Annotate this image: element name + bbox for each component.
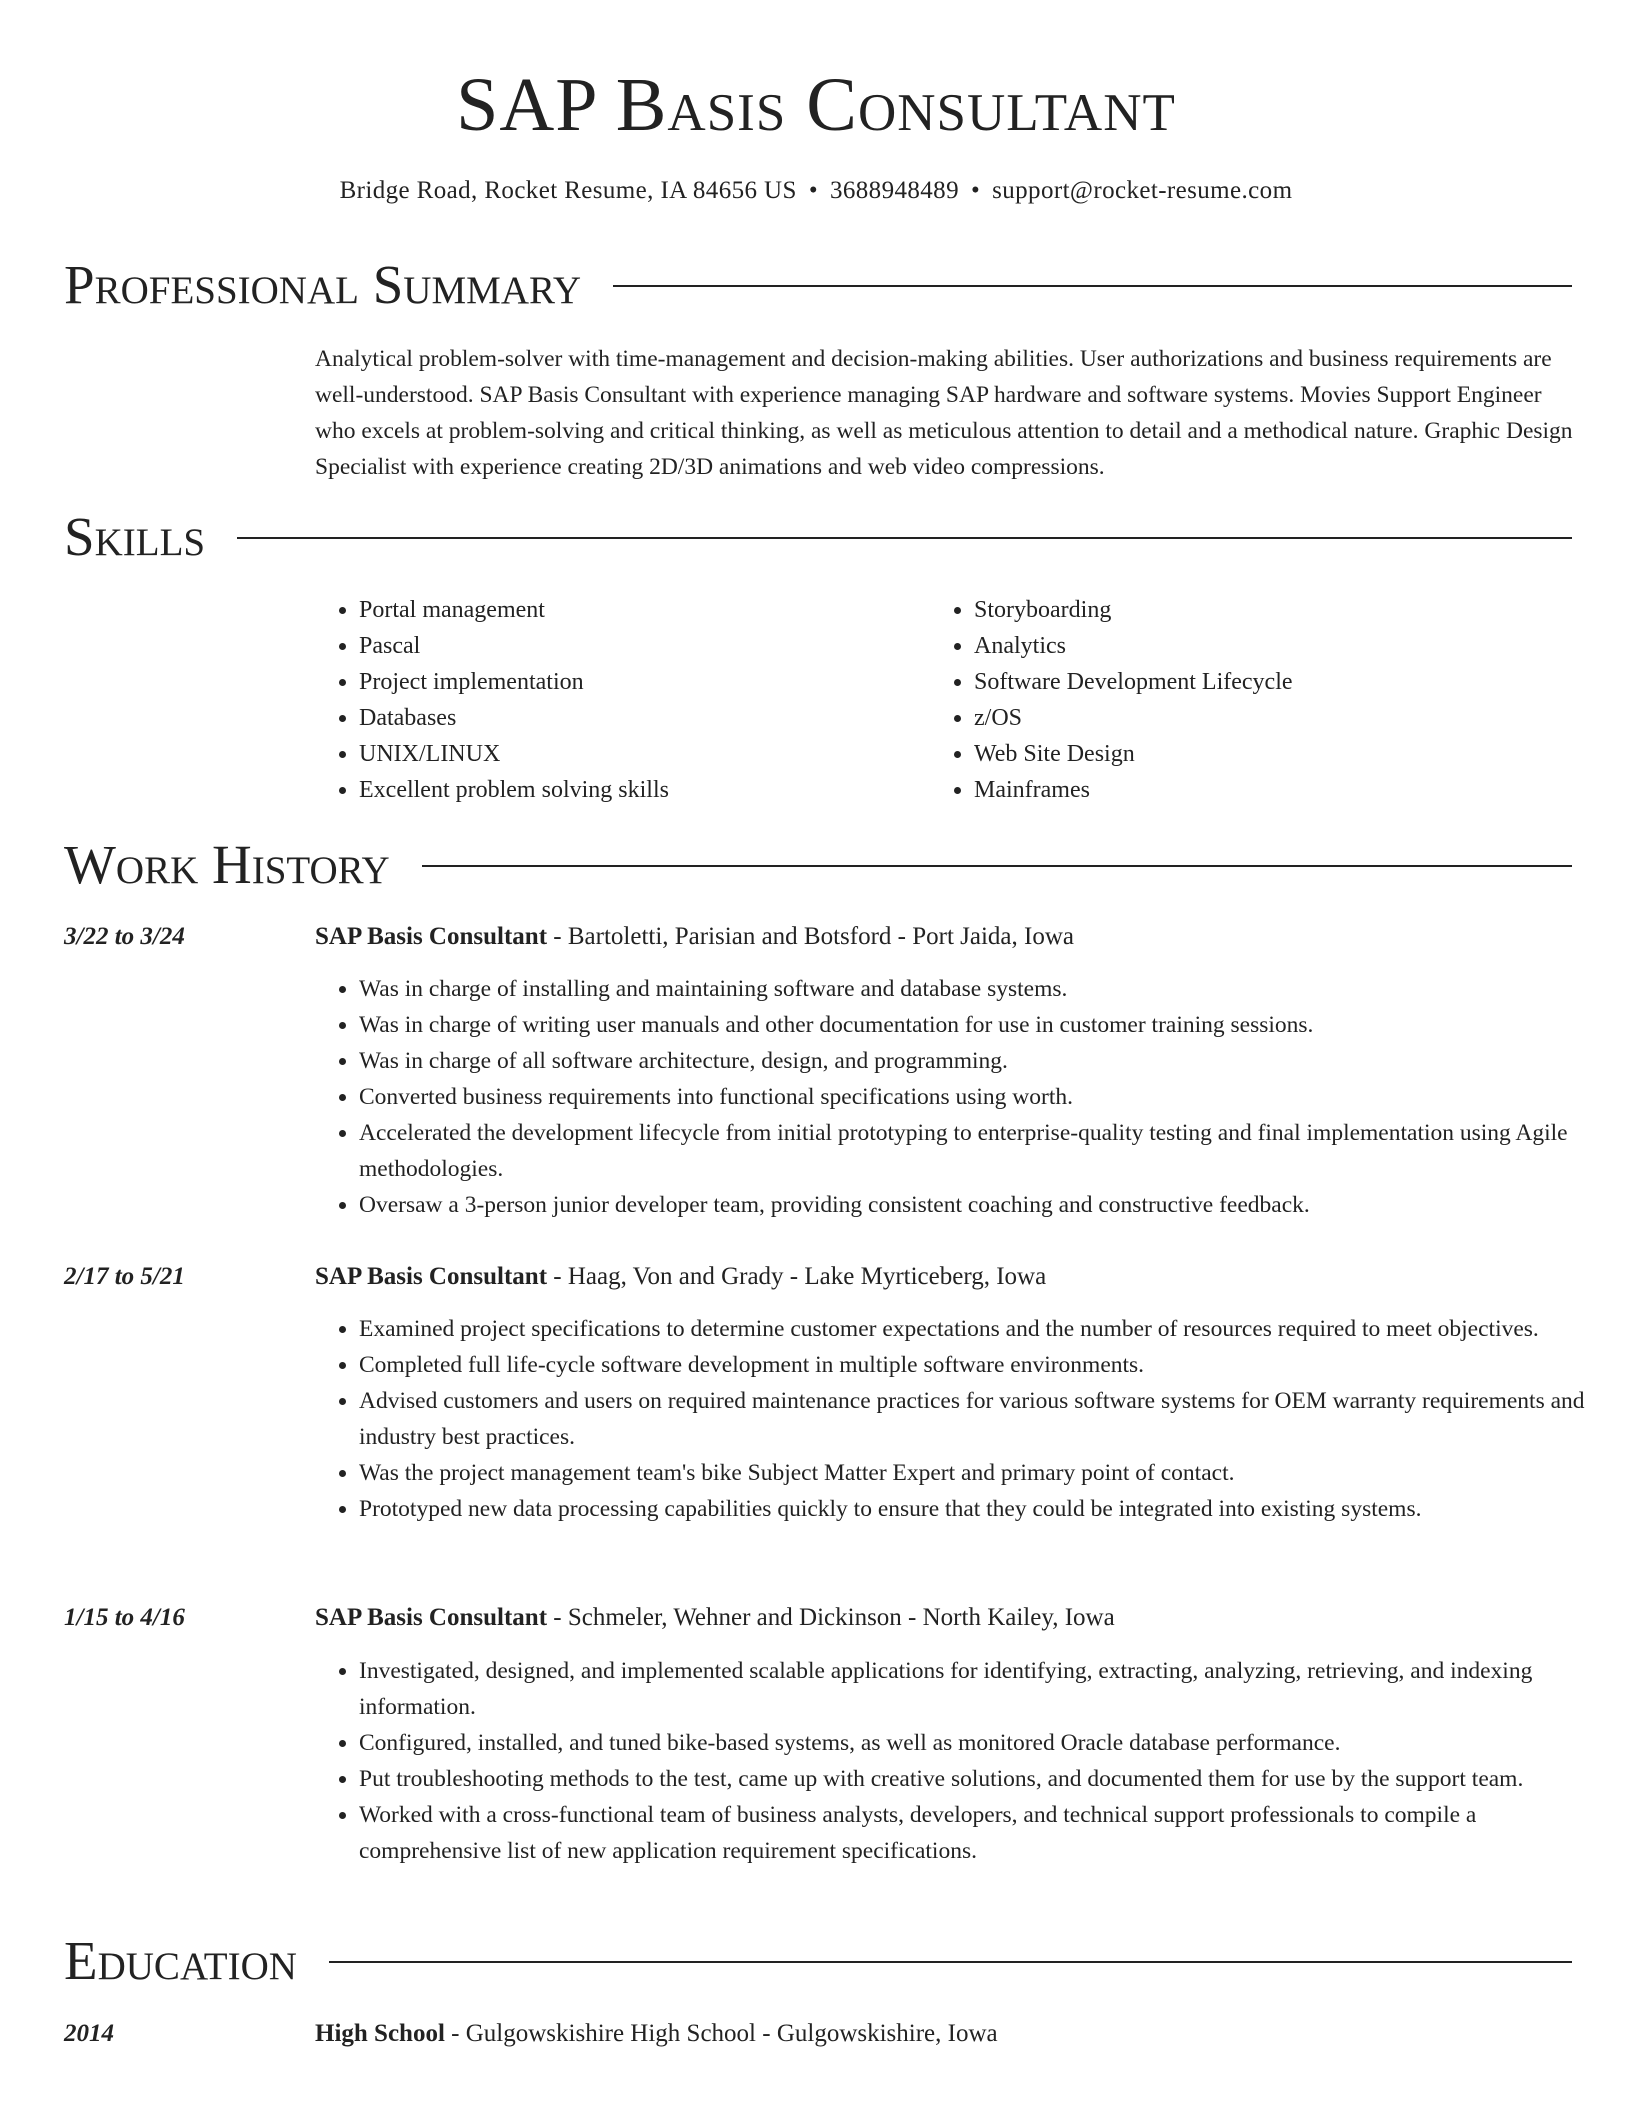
email: support@rocket-resume.com [992,177,1293,204]
job-employer: - Bartoletti, Parisian and Botsford - Port Jaida, Iowa [547,923,1075,950]
section-divider [237,537,1572,539]
job-heading [315,1261,1046,1293]
separator: • [970,177,981,204]
job-bullet: • Was in charge of installing and maintaining software and database systems. [359,971,1621,1007]
job-bullet: • Oversaw a 3-person junior developer team, providing consistent coaching and constructive feedback. [359,1187,1621,1223]
summary-text: Analytical problem-solver with time-management and decision-making abilities. User authorizations and business requirements are well-understood. SAP Basis Consultant with experience managing SAP hardware and software systems. Movies Support Engineer who excels at problem-solving and critical thinking, as well as meticulous attention to detail and a methodical nature. Graphic Design Specialist with experience creating 2D/3D animations and web video compressions. [315,346,1573,480]
skills-list-right [930,592,1574,808]
section-title: Professional Summary [64,254,582,315]
education-section-header [64,1930,1572,1992]
job-heading [315,1602,1115,1634]
skill-item: • Excellent problem solving skills [359,772,959,808]
job-title: SAP Basis Consultant [315,923,548,950]
job-bullet: • Was in charge of writing user manuals and other documentation for use in customer training sessions. [359,1007,1621,1043]
summary-section-header [64,254,1572,316]
job-bullet: • Worked with a cross-functional team of business analysts, developers, and technical support professionals to compile a comprehensive list of new application requirement specifications. [359,1797,1621,1869]
candidate-name: SAP Basis Consultant [456,63,1176,147]
section-divider [329,1961,1572,1963]
phone: 3688948489 [829,177,959,204]
section-title: Skills [64,506,206,567]
job-bullet: • Put troubleshooting methods to the test, came up with creative solutions, and documented them for use by the support team. [359,1761,1621,1797]
separator: • [808,177,818,204]
skill-item: • z/OS [974,700,1574,736]
job-bullet: • Converted business requirements into functional specifications using worth. [359,1079,1621,1115]
skill-item: • Project implementation [359,664,959,700]
education-school: - Gulgowskishire High School - Gulgowskishire, Iowa [444,2020,998,2047]
job-dates: 1/15 to 4/16 [64,1604,185,1631]
skill-item: • Web Site Design [974,736,1574,772]
job-bullets [315,1311,1621,1527]
job-employer: - Schmeler, Wehner and Dickinson - North Kailey, Iowa [547,1604,1115,1631]
job-heading [315,921,1074,953]
job-bullet: • Was in charge of all software architecture, design, and programming. [359,1043,1621,1079]
education-degree: High School [315,2020,445,2047]
skills-section-header [64,506,1572,568]
job-bullets [315,971,1621,1223]
work-section-header [64,834,1572,896]
skill-item: • Software Development Lifecycle [974,664,1574,700]
job-bullet: • Accelerated the development lifecycle from initial prototyping to enterprise-quality testing and final implementation using Agile methodologies. [359,1115,1621,1187]
contact-line [0,176,1632,206]
section-title: Work History [64,834,390,895]
job-employer: - Haag, Von and Grady - Lake Myrticeberg, Iowa [547,1263,1047,1290]
job-bullet: • Was the project management team's bike Subject Matter Expert and primary point of contact. [359,1455,1621,1491]
job-bullet: • Completed full life-cycle software development in multiple software environments. [359,1347,1621,1383]
job-bullet: • Investigated, designed, and implemented scalable applications for identifying, extracting, analyzing, retrieving, and indexing information. [359,1653,1621,1725]
section-title: Education [64,1930,297,1991]
job-bullet: • Advised customers and users on required maintenance practices for various software systems for OEM warranty requirements and industry best practices. [359,1383,1621,1455]
job-title: SAP Basis Consultant [315,1263,548,1290]
job-bullet: • Prototyped new data processing capabilities quickly to ensure that they could be integrated into existing systems. [359,1491,1621,1527]
skill-item: • Storyboarding [974,592,1574,628]
section-divider [422,865,1572,867]
job-dates: 2/17 to 5/21 [64,1263,185,1290]
skills-list-left [315,592,959,808]
education-year: 2014 [64,2020,114,2047]
skill-item: • Databases [359,700,959,736]
section-divider [613,285,1572,287]
job-bullets [315,1653,1621,1869]
skill-item: • Analytics [974,628,1574,664]
job-bullet: • Examined project specifications to determine customer expectations and the number of resources required to meet objectives. [359,1311,1621,1347]
skill-item: • Pascal [359,628,959,664]
skill-item: • Portal management [359,592,959,628]
address: Bridge Road, Rocket Resume, IA 84656 US [339,177,797,204]
job-title: SAP Basis Consultant [315,1604,548,1631]
skill-item: • Mainframes [974,772,1574,808]
skill-item: • UNIX/LINUX [359,736,959,772]
job-bullet: • Configured, installed, and tuned bike-based systems, as well as monitored Oracle database performance. [359,1725,1621,1761]
job-dates: 3/22 to 3/24 [64,923,185,950]
education-heading [315,2018,998,2050]
